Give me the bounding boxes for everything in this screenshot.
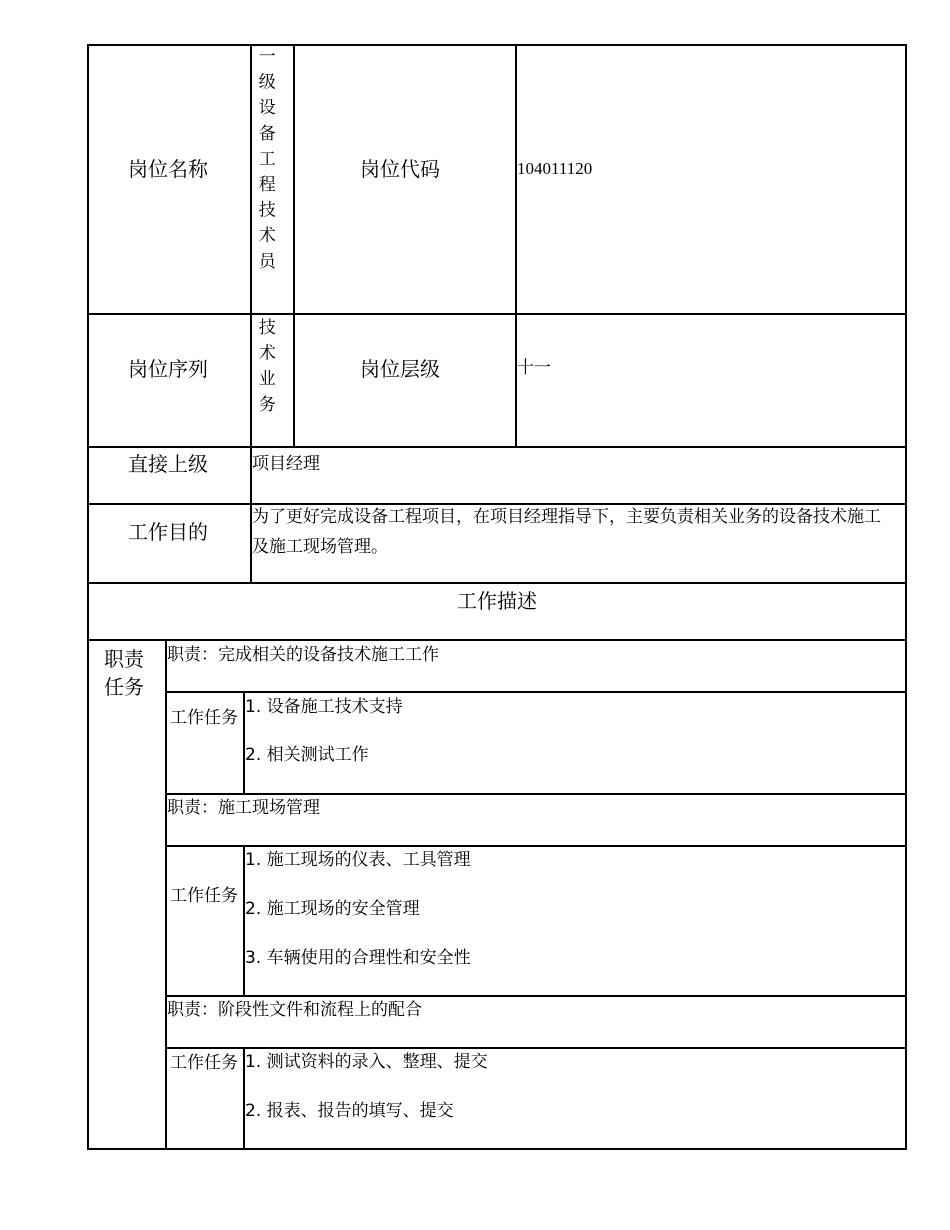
position-sequence-label: 岗位序列 [128,357,208,381]
row-divider [165,691,907,693]
row-divider [165,845,907,847]
work-purpose-label: 工作目的 [128,520,208,544]
row-divider [165,793,907,795]
duties-label: 职责任务 [104,647,144,699]
row-divider [87,639,907,641]
direct-superior-label: 直接上级 [128,452,208,476]
col-divider [515,44,517,447]
work-purpose-value: 为了更好完成设备工程项目，在项目经理指导下，主要负责相关业务的设备技术施工及施工现场管理。 [252,507,881,557]
duty-title: 职责：完成相关的设备技术施工工作 [167,645,439,665]
position-level-label: 岗位层级 [360,357,440,381]
position-sequence-text: 技术业务 [254,318,275,421]
position-name-label: 岗位名称 [128,157,208,181]
position-code-label: 岗位代码 [360,157,440,181]
row-divider [165,995,907,997]
row-divider [87,582,907,584]
task-item: 1. 测试资料的录入、整理、提交 [245,1052,488,1072]
position-name-text: 一级设备工程技术员 [254,47,275,278]
duty-title: 职责：施工现场管理 [167,798,320,818]
position-sequence-value [251,318,291,420]
row-divider [87,313,907,315]
position-name-value [251,47,291,277]
task-item: 3. 车辆使用的合理性和安全性 [245,948,471,968]
direct-superior-value: 项目经理 [252,454,320,474]
col-divider [293,44,295,447]
task-item: 2. 相关测试工作 [245,745,369,765]
task-item: 2. 施工现场的安全管理 [245,899,420,919]
table-top-border [87,44,907,46]
duty-title: 职责：阶段性文件和流程上的配合 [167,1000,422,1020]
position-code-value: 104011120 [517,159,593,178]
row-divider [87,446,907,448]
position-level-value: 十一 [517,358,551,378]
task-label: 工作任务 [170,708,238,728]
task-label: 工作任务 [170,1053,238,1073]
table-bottom-border [87,1148,907,1150]
task-item: 2. 报表、报告的填写、提交 [245,1101,454,1121]
work-description-title: 工作描述 [457,589,537,613]
row-divider [165,1047,907,1049]
task-item: 1. 设备施工技术支持 [245,697,403,717]
task-item: 1. 施工现场的仪表、工具管理 [245,850,471,870]
task-label: 工作任务 [170,886,238,906]
